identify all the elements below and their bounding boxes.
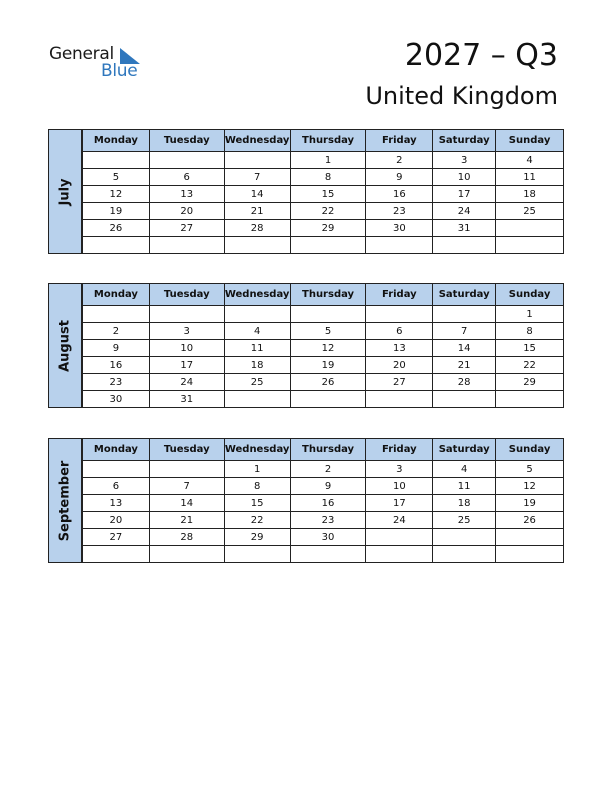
day-cell: 7 — [149, 478, 224, 495]
month-label — [48, 283, 82, 408]
day-cell: 26 — [83, 220, 150, 237]
page-title: 2027 – Q3 — [404, 38, 558, 73]
day-cell: 25 — [496, 203, 564, 220]
month-label — [48, 438, 82, 563]
day-cell — [496, 529, 564, 546]
day-cell — [224, 237, 290, 254]
day-cell: 20 — [366, 357, 433, 374]
day-cell — [496, 391, 564, 408]
day-cell: 6 — [149, 169, 224, 186]
day-cell: 5 — [496, 461, 564, 478]
day-cell: 30 — [290, 529, 366, 546]
day-cell — [83, 306, 150, 323]
weekday-header-thursday: Thursday — [290, 284, 366, 306]
day-cell: 16 — [290, 495, 366, 512]
day-cell: 8 — [496, 323, 564, 340]
weekday-header-tuesday: Tuesday — [149, 439, 224, 461]
weekday-header-tuesday: Tuesday — [149, 130, 224, 152]
day-cell: 1 — [290, 152, 366, 169]
day-cell: 8 — [290, 169, 366, 186]
month-grid — [82, 438, 564, 563]
weekday-header-friday: Friday — [366, 284, 433, 306]
day-cell: 31 — [433, 220, 496, 237]
day-cell: 6 — [83, 478, 150, 495]
week-row — [83, 186, 564, 203]
day-cell: 25 — [224, 374, 290, 391]
day-cell: 10 — [149, 340, 224, 357]
day-cell — [366, 391, 433, 408]
weekday-header-row — [83, 439, 564, 461]
day-cell: 9 — [366, 169, 433, 186]
day-cell — [83, 546, 150, 563]
week-row — [83, 512, 564, 529]
day-cell — [366, 306, 433, 323]
day-cell: 24 — [149, 374, 224, 391]
day-cell — [496, 546, 564, 563]
day-cell: 5 — [83, 169, 150, 186]
day-cell — [83, 461, 150, 478]
weekday-header-monday: Monday — [83, 284, 150, 306]
week-row — [83, 152, 564, 169]
day-cell: 13 — [83, 495, 150, 512]
day-cell: 21 — [433, 357, 496, 374]
week-row — [83, 529, 564, 546]
day-cell: 26 — [496, 512, 564, 529]
day-cell: 24 — [366, 512, 433, 529]
day-cell — [433, 546, 496, 563]
day-cell: 7 — [433, 323, 496, 340]
day-cell — [290, 237, 366, 254]
day-cell: 10 — [366, 478, 433, 495]
day-cell: 3 — [149, 323, 224, 340]
day-cell: 4 — [224, 323, 290, 340]
day-cell: 29 — [224, 529, 290, 546]
day-cell: 6 — [366, 323, 433, 340]
day-cell — [433, 529, 496, 546]
month-name: July — [57, 177, 73, 206]
day-cell: 28 — [433, 374, 496, 391]
weekday-header-saturday: Saturday — [433, 130, 496, 152]
day-cell: 22 — [224, 512, 290, 529]
day-cell: 16 — [83, 357, 150, 374]
week-row — [83, 169, 564, 186]
weekday-header-monday: Monday — [83, 439, 150, 461]
day-cell: 16 — [366, 186, 433, 203]
day-cell — [149, 546, 224, 563]
day-cell: 17 — [433, 186, 496, 203]
weekday-header-wednesday: Wednesday — [224, 439, 290, 461]
day-cell: 14 — [149, 495, 224, 512]
day-cell: 31 — [149, 391, 224, 408]
weekday-header-row — [83, 130, 564, 152]
weekday-header-sunday: Sunday — [496, 284, 564, 306]
day-cell: 2 — [366, 152, 433, 169]
week-row — [83, 340, 564, 357]
day-cell: 4 — [433, 461, 496, 478]
day-cell: 12 — [83, 186, 150, 203]
weekday-header-saturday: Saturday — [433, 284, 496, 306]
day-cell: 28 — [224, 220, 290, 237]
month-block-august — [48, 283, 564, 408]
day-cell: 1 — [496, 306, 564, 323]
day-cell: 28 — [149, 529, 224, 546]
day-cell — [496, 220, 564, 237]
weekday-header-wednesday: Wednesday — [224, 130, 290, 152]
weekday-header-thursday: Thursday — [290, 439, 366, 461]
day-cell: 13 — [366, 340, 433, 357]
day-cell: 21 — [224, 203, 290, 220]
day-cell — [83, 152, 150, 169]
day-cell: 27 — [83, 529, 150, 546]
day-cell — [290, 546, 366, 563]
month-name: September — [57, 460, 73, 541]
week-row — [83, 461, 564, 478]
day-cell: 3 — [366, 461, 433, 478]
day-cell: 12 — [496, 478, 564, 495]
day-cell — [224, 306, 290, 323]
logo-general-text: General — [49, 44, 114, 64]
day-cell: 23 — [366, 203, 433, 220]
day-cell: 29 — [496, 374, 564, 391]
day-cell: 1 — [224, 461, 290, 478]
day-cell — [366, 546, 433, 563]
day-cell: 30 — [366, 220, 433, 237]
day-cell: 17 — [149, 357, 224, 374]
day-cell: 29 — [290, 220, 366, 237]
logo — [49, 44, 159, 84]
week-row — [83, 546, 564, 563]
day-cell: 14 — [433, 340, 496, 357]
day-cell — [366, 529, 433, 546]
day-cell: 30 — [83, 391, 150, 408]
day-cell: 4 — [496, 152, 564, 169]
day-cell — [366, 237, 433, 254]
day-cell — [433, 391, 496, 408]
weekday-header-thursday: Thursday — [290, 130, 366, 152]
day-cell: 26 — [290, 374, 366, 391]
day-cell: 11 — [496, 169, 564, 186]
day-cell: 7 — [224, 169, 290, 186]
day-cell: 18 — [224, 357, 290, 374]
day-cell: 12 — [290, 340, 366, 357]
weekday-header-sunday: Sunday — [496, 130, 564, 152]
weekday-header-tuesday: Tuesday — [149, 284, 224, 306]
day-cell — [224, 152, 290, 169]
day-cell: 2 — [290, 461, 366, 478]
week-row — [83, 220, 564, 237]
day-cell: 15 — [290, 186, 366, 203]
day-cell: 22 — [290, 203, 366, 220]
day-cell: 25 — [433, 512, 496, 529]
weekday-header-sunday: Sunday — [496, 439, 564, 461]
weekday-header-friday: Friday — [366, 439, 433, 461]
day-cell — [433, 237, 496, 254]
day-cell: 23 — [83, 374, 150, 391]
week-row — [83, 495, 564, 512]
day-cell: 20 — [149, 203, 224, 220]
day-cell: 9 — [83, 340, 150, 357]
week-row — [83, 203, 564, 220]
weekday-header-friday: Friday — [366, 130, 433, 152]
week-row — [83, 478, 564, 495]
day-cell: 18 — [496, 186, 564, 203]
week-row — [83, 357, 564, 374]
day-cell: 15 — [224, 495, 290, 512]
country-title: United Kingdom — [365, 82, 558, 110]
month-label — [48, 129, 82, 254]
day-cell — [224, 391, 290, 408]
day-cell — [149, 152, 224, 169]
day-cell — [149, 461, 224, 478]
day-cell: 11 — [224, 340, 290, 357]
day-cell: 22 — [496, 357, 564, 374]
day-cell — [290, 391, 366, 408]
day-cell — [83, 237, 150, 254]
day-cell: 20 — [83, 512, 150, 529]
day-cell: 14 — [224, 186, 290, 203]
day-cell: 13 — [149, 186, 224, 203]
week-row — [83, 237, 564, 254]
month-block-september — [48, 438, 564, 563]
day-cell: 21 — [149, 512, 224, 529]
day-cell: 19 — [496, 495, 564, 512]
day-cell — [149, 237, 224, 254]
day-cell: 5 — [290, 323, 366, 340]
weekday-header-monday: Monday — [83, 130, 150, 152]
day-cell: 24 — [433, 203, 496, 220]
day-cell: 10 — [433, 169, 496, 186]
weekday-header-row — [83, 284, 564, 306]
day-cell — [290, 306, 366, 323]
day-cell: 2 — [83, 323, 150, 340]
month-block-july — [48, 129, 564, 254]
day-cell: 11 — [433, 478, 496, 495]
day-cell: 18 — [433, 495, 496, 512]
week-row — [83, 391, 564, 408]
day-cell: 19 — [83, 203, 150, 220]
day-cell — [496, 237, 564, 254]
day-cell: 27 — [149, 220, 224, 237]
day-cell: 15 — [496, 340, 564, 357]
day-cell — [433, 306, 496, 323]
day-cell — [224, 546, 290, 563]
weekday-header-saturday: Saturday — [433, 439, 496, 461]
week-row — [83, 374, 564, 391]
week-row — [83, 323, 564, 340]
logo-blue-text: Blue — [101, 61, 138, 81]
day-cell — [149, 306, 224, 323]
day-cell: 23 — [290, 512, 366, 529]
month-grid — [82, 283, 564, 408]
day-cell: 8 — [224, 478, 290, 495]
month-name: August — [57, 319, 73, 372]
day-cell: 3 — [433, 152, 496, 169]
day-cell: 27 — [366, 374, 433, 391]
month-grid — [82, 129, 564, 254]
day-cell: 9 — [290, 478, 366, 495]
weekday-header-wednesday: Wednesday — [224, 284, 290, 306]
day-cell: 17 — [366, 495, 433, 512]
day-cell: 19 — [290, 357, 366, 374]
week-row — [83, 306, 564, 323]
